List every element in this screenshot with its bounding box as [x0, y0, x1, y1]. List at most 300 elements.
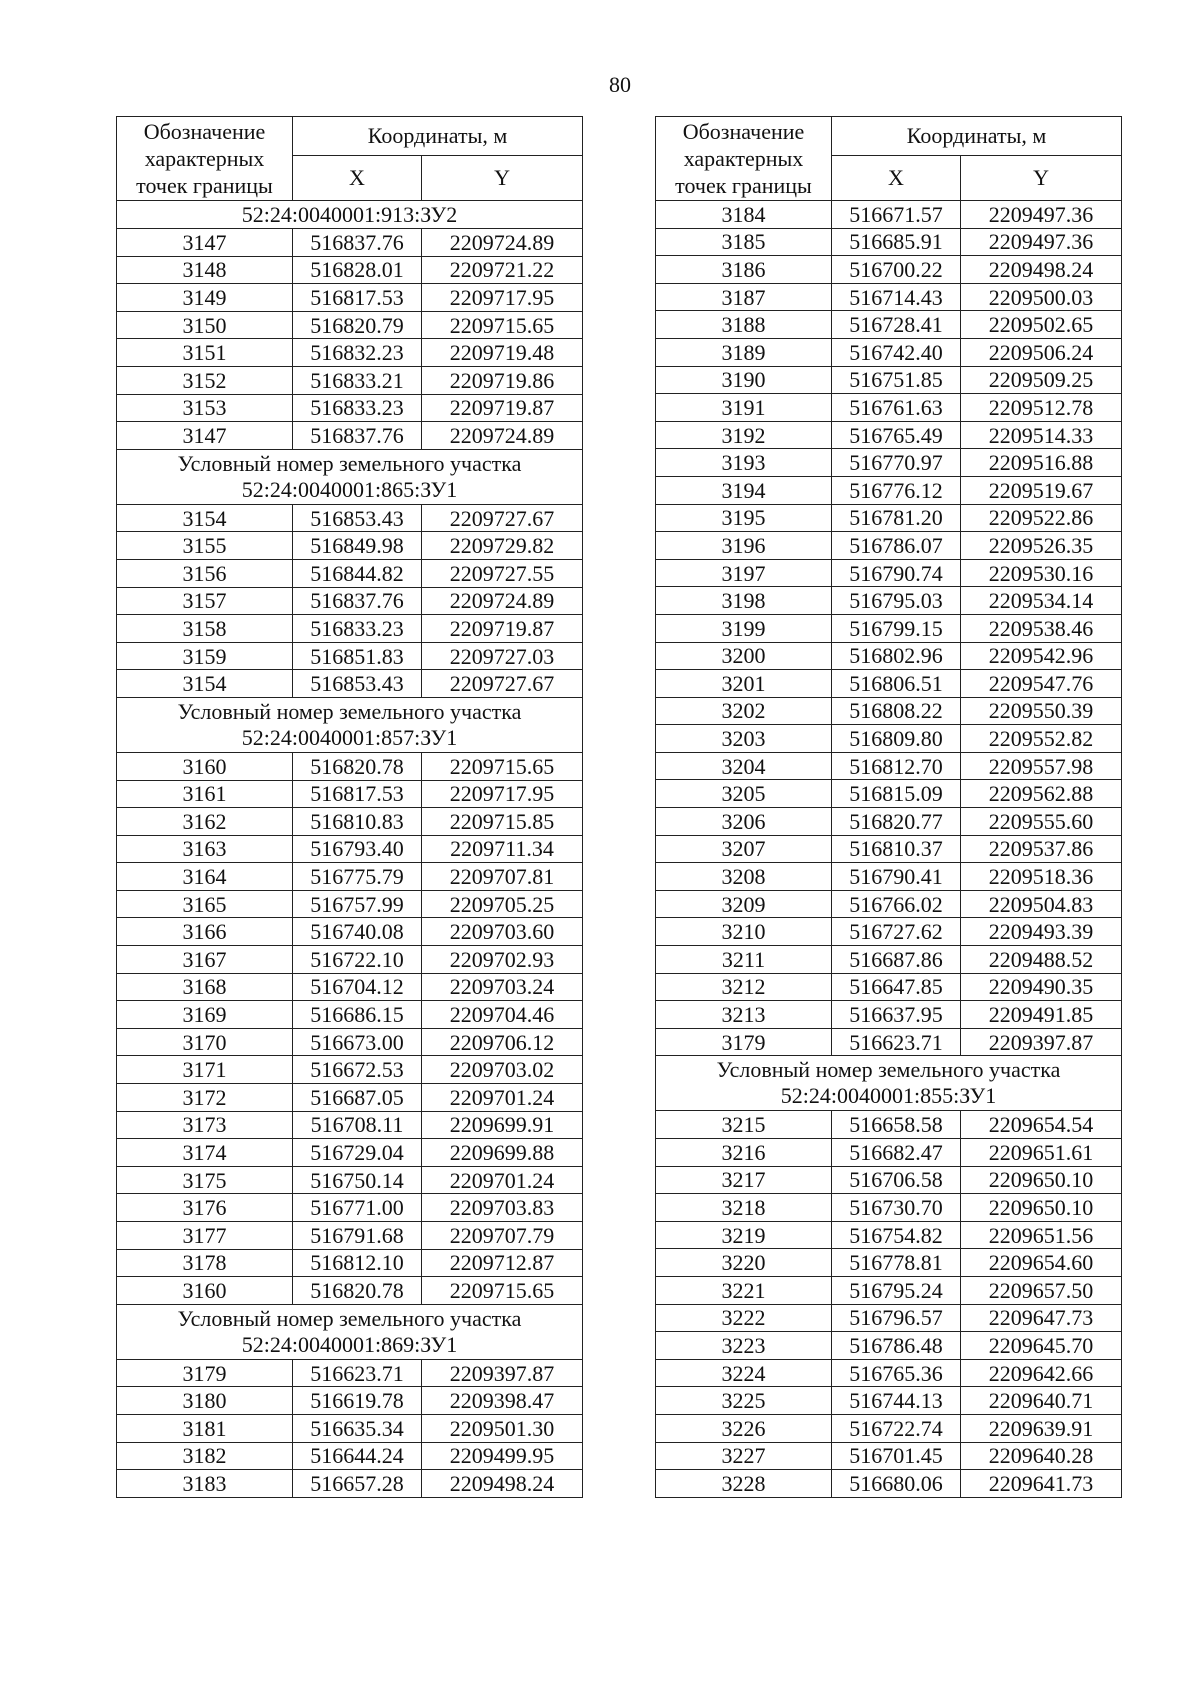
point-id-cell: 3178 [117, 1249, 293, 1277]
table-row [117, 1414, 583, 1442]
y-coordinate-cell: 2209701.24 [422, 1166, 583, 1194]
x-coordinate-cell: 516833.21 [293, 366, 422, 394]
point-id-cell: 3157 [117, 587, 293, 615]
y-coordinate-cell: 2209640.28 [961, 1442, 1122, 1470]
section-title-line: 52:24:0040001:865:ЗУ1 [241, 476, 458, 502]
table-row [656, 1166, 1122, 1194]
y-coordinate-cell: 2209650.10 [961, 1166, 1122, 1194]
x-coordinate-cell: 516853.43 [293, 504, 422, 532]
point-id-cell: 3184 [656, 201, 832, 229]
section-row [117, 201, 583, 229]
point-id-cell: 3179 [656, 1028, 832, 1056]
table-row [117, 366, 583, 394]
y-coordinate-cell: 2209397.87 [422, 1359, 583, 1387]
table-row [117, 1249, 583, 1277]
section-title-line: Условный номер земельного участка [716, 1057, 1061, 1083]
y-coordinate-cell: 2209717.95 [422, 780, 583, 808]
point-id-cell: 3187 [656, 283, 832, 311]
point-id-cell: 3180 [117, 1387, 293, 1415]
table-row [656, 973, 1122, 1001]
point-id-cell: 3177 [117, 1222, 293, 1250]
table-row [117, 256, 583, 284]
x-coordinate-cell: 516820.77 [832, 808, 961, 836]
table-row [117, 1359, 583, 1387]
point-id-cell: 3170 [117, 1028, 293, 1056]
y-coordinate-cell: 2209640.71 [961, 1387, 1122, 1415]
table-row [656, 1304, 1122, 1332]
table-row [656, 587, 1122, 615]
x-coordinate-cell: 516742.40 [832, 338, 961, 366]
x-coordinate-cell: 516619.78 [293, 1387, 422, 1415]
point-id-cell: 3227 [656, 1442, 832, 1470]
table-row [117, 890, 583, 918]
y-coordinate-cell: 2209727.03 [422, 642, 583, 670]
table-row [656, 201, 1122, 229]
point-id-cell: 3212 [656, 973, 832, 1001]
y-coordinate-cell: 2209650.10 [961, 1194, 1122, 1222]
y-coordinate-cell: 2209506.24 [961, 338, 1122, 366]
table-row [117, 504, 583, 532]
point-id-cell: 3224 [656, 1359, 832, 1387]
table-row [656, 394, 1122, 422]
point-id-cell: 3223 [656, 1332, 832, 1360]
table-row [117, 1139, 583, 1167]
x-coordinate-cell: 516853.43 [293, 670, 422, 698]
point-id-cell: 3191 [656, 394, 832, 422]
table-row [117, 1470, 583, 1498]
y-coordinate-cell: 2209562.88 [961, 780, 1122, 808]
table-row [117, 670, 583, 698]
point-id-cell: 3179 [117, 1359, 293, 1387]
y-coordinate-cell: 2209715.85 [422, 808, 583, 836]
point-id-cell: 3153 [117, 394, 293, 422]
point-id-cell: 3148 [117, 256, 293, 284]
y-coordinate-cell: 2209397.87 [961, 1028, 1122, 1056]
x-coordinate-cell: 516786.07 [832, 532, 961, 560]
x-coordinate-cell: 516851.83 [293, 642, 422, 670]
x-coordinate-cell: 516808.22 [832, 697, 961, 725]
y-coordinate-cell: 2209703.24 [422, 973, 583, 1001]
header-designation: Обозначение характерных точек границы [117, 117, 293, 201]
y-coordinate-cell: 2209534.14 [961, 587, 1122, 615]
point-id-cell: 3194 [656, 476, 832, 504]
point-id-cell: 3213 [656, 1001, 832, 1029]
y-coordinate-cell: 2209719.87 [422, 394, 583, 422]
table-row [656, 421, 1122, 449]
x-coordinate-cell: 516771.00 [293, 1194, 422, 1222]
point-id-cell: 3152 [117, 366, 293, 394]
x-coordinate-cell: 516740.08 [293, 918, 422, 946]
x-coordinate-cell: 516793.40 [293, 835, 422, 863]
y-coordinate-cell: 2209719.86 [422, 366, 583, 394]
x-coordinate-cell: 516727.62 [832, 918, 961, 946]
x-coordinate-cell: 516809.80 [832, 725, 961, 753]
point-id-cell: 3189 [656, 338, 832, 366]
x-coordinate-cell: 516778.81 [832, 1249, 961, 1277]
x-coordinate-cell: 516722.10 [293, 946, 422, 974]
table-row [656, 752, 1122, 780]
table-row [656, 1221, 1122, 1249]
y-coordinate-cell: 2209538.46 [961, 614, 1122, 642]
x-coordinate-cell: 516623.71 [832, 1028, 961, 1056]
coordinates-table-left [116, 116, 583, 1498]
x-coordinate-cell: 516644.24 [293, 1442, 422, 1470]
point-id-cell: 3216 [656, 1139, 832, 1167]
y-coordinate-cell: 2209501.30 [422, 1414, 583, 1442]
point-id-cell: 3173 [117, 1111, 293, 1139]
y-coordinate-cell: 2209512.78 [961, 394, 1122, 422]
point-id-cell: 3195 [656, 504, 832, 532]
table-row [117, 1084, 583, 1112]
point-id-cell: 3169 [117, 1001, 293, 1029]
point-id-cell: 3161 [117, 780, 293, 808]
table-row [117, 1001, 583, 1029]
y-coordinate-cell: 2209703.60 [422, 918, 583, 946]
table-row [117, 1166, 583, 1194]
x-coordinate-cell: 516806.51 [832, 670, 961, 698]
table-row [656, 1414, 1122, 1442]
point-id-cell: 3208 [656, 863, 832, 891]
table-row [656, 1001, 1122, 1029]
table-row [117, 311, 583, 339]
table-row [117, 918, 583, 946]
point-id-cell: 3186 [656, 256, 832, 284]
x-coordinate-cell: 516790.41 [832, 863, 961, 891]
point-id-cell: 3165 [117, 890, 293, 918]
table-row [656, 366, 1122, 394]
table-row [656, 1249, 1122, 1277]
table-row [656, 697, 1122, 725]
table-row [656, 1111, 1122, 1139]
point-id-cell: 3198 [656, 587, 832, 615]
y-coordinate-cell: 2209518.36 [961, 863, 1122, 891]
section-title [117, 697, 583, 752]
table-row [656, 311, 1122, 339]
x-coordinate-cell: 516791.68 [293, 1222, 422, 1250]
x-coordinate-cell: 516820.78 [293, 752, 422, 780]
table-row [656, 283, 1122, 311]
y-coordinate-cell: 2209500.03 [961, 283, 1122, 311]
y-coordinate-cell: 2209491.85 [961, 1001, 1122, 1029]
x-coordinate-cell: 516837.76 [293, 229, 422, 257]
point-id-cell: 3211 [656, 946, 832, 974]
table-row [117, 1222, 583, 1250]
point-id-cell: 3149 [117, 284, 293, 312]
table-row [117, 1111, 583, 1139]
y-coordinate-cell: 2209497.36 [961, 228, 1122, 256]
x-coordinate-cell: 516810.83 [293, 808, 422, 836]
x-coordinate-cell: 516781.20 [832, 504, 961, 532]
header-coordinates: Координаты, м [832, 117, 1122, 156]
x-coordinate-cell: 516754.82 [832, 1221, 961, 1249]
table-row [656, 1276, 1122, 1304]
x-coordinate-cell: 516849.98 [293, 532, 422, 560]
x-coordinate-cell: 516706.58 [832, 1166, 961, 1194]
x-coordinate-cell: 516730.70 [832, 1194, 961, 1222]
y-coordinate-cell: 2209398.47 [422, 1387, 583, 1415]
y-coordinate-cell: 2209493.39 [961, 918, 1122, 946]
y-coordinate-cell: 2209519.67 [961, 476, 1122, 504]
y-coordinate-cell: 2209707.81 [422, 863, 583, 891]
table-row [117, 394, 583, 422]
y-coordinate-cell: 2209499.95 [422, 1442, 583, 1470]
y-coordinate-cell: 2209657.50 [961, 1276, 1122, 1304]
section-title [117, 1304, 583, 1359]
y-coordinate-cell: 2209705.25 [422, 890, 583, 918]
y-coordinate-cell: 2209704.46 [422, 1001, 583, 1029]
table-row [117, 339, 583, 367]
point-id-cell: 3147 [117, 422, 293, 450]
x-coordinate-cell: 516751.85 [832, 366, 961, 394]
point-id-cell: 3154 [117, 504, 293, 532]
y-coordinate-cell: 2209715.65 [422, 752, 583, 780]
point-id-cell: 3225 [656, 1387, 832, 1415]
x-coordinate-cell: 516687.05 [293, 1084, 422, 1112]
x-coordinate-cell: 516765.36 [832, 1359, 961, 1387]
point-id-cell: 3226 [656, 1414, 832, 1442]
table-row [656, 642, 1122, 670]
x-coordinate-cell: 516786.48 [832, 1332, 961, 1360]
table-row [117, 1194, 583, 1222]
y-coordinate-cell: 2209715.65 [422, 1277, 583, 1305]
point-id-cell: 3163 [117, 835, 293, 863]
point-id-cell: 3190 [656, 366, 832, 394]
x-coordinate-cell: 516770.97 [832, 449, 961, 477]
point-id-cell: 3217 [656, 1166, 832, 1194]
point-id-cell: 3183 [117, 1470, 293, 1498]
y-coordinate-cell: 2209727.55 [422, 559, 583, 587]
y-coordinate-cell: 2209651.61 [961, 1139, 1122, 1167]
section-title-line: 52:24:0040001:869:ЗУ1 [241, 1331, 458, 1357]
y-coordinate-cell: 2209712.87 [422, 1249, 583, 1277]
y-coordinate-cell: 2209645.70 [961, 1332, 1122, 1360]
point-id-cell: 3221 [656, 1276, 832, 1304]
point-id-cell: 3156 [117, 559, 293, 587]
y-coordinate-cell: 2209719.48 [422, 339, 583, 367]
table-row [656, 918, 1122, 946]
y-coordinate-cell: 2209502.65 [961, 311, 1122, 339]
table-row [656, 338, 1122, 366]
header-designation: Обозначение характерных точек границы [656, 117, 832, 201]
table-row [656, 1359, 1122, 1387]
section-row [117, 697, 583, 752]
y-coordinate-cell: 2209516.88 [961, 449, 1122, 477]
x-coordinate-cell: 516729.04 [293, 1139, 422, 1167]
x-coordinate-cell: 516700.22 [832, 256, 961, 284]
x-coordinate-cell: 516685.91 [832, 228, 961, 256]
section-title [656, 1056, 1122, 1111]
point-id-cell: 3222 [656, 1304, 832, 1332]
x-coordinate-cell: 516790.74 [832, 559, 961, 587]
y-coordinate-cell: 2209724.89 [422, 229, 583, 257]
x-coordinate-cell: 516795.03 [832, 587, 961, 615]
y-coordinate-cell: 2209514.33 [961, 421, 1122, 449]
table-row [117, 863, 583, 891]
point-id-cell: 3192 [656, 421, 832, 449]
section-row [117, 1304, 583, 1359]
section-row [117, 449, 583, 504]
point-id-cell: 3176 [117, 1194, 293, 1222]
table-row [656, 890, 1122, 918]
header-y: Y [961, 156, 1122, 201]
point-id-cell: 3160 [117, 752, 293, 780]
y-coordinate-cell: 2209654.60 [961, 1249, 1122, 1277]
table-row [117, 284, 583, 312]
table-row [656, 559, 1122, 587]
table-row [117, 973, 583, 1001]
point-id-cell: 3193 [656, 449, 832, 477]
section-title-line: 52:24:0040001:913:ЗУ2 [241, 202, 458, 227]
x-coordinate-cell: 516761.63 [832, 394, 961, 422]
point-id-cell: 3175 [117, 1166, 293, 1194]
x-coordinate-cell: 516708.11 [293, 1111, 422, 1139]
x-coordinate-cell: 516828.01 [293, 256, 422, 284]
table-row [117, 1277, 583, 1305]
header-x: X [293, 156, 422, 201]
point-id-cell: 3199 [656, 614, 832, 642]
table-row [656, 670, 1122, 698]
x-coordinate-cell: 516657.28 [293, 1470, 422, 1498]
x-coordinate-cell: 516750.14 [293, 1166, 422, 1194]
x-coordinate-cell: 516647.85 [832, 973, 961, 1001]
point-id-cell: 3151 [117, 339, 293, 367]
point-id-cell: 3158 [117, 615, 293, 643]
x-coordinate-cell: 516714.43 [832, 283, 961, 311]
y-coordinate-cell: 2209522.86 [961, 504, 1122, 532]
y-coordinate-cell: 2209724.89 [422, 422, 583, 450]
y-coordinate-cell: 2209552.82 [961, 725, 1122, 753]
x-coordinate-cell: 516820.79 [293, 311, 422, 339]
point-id-cell: 3168 [117, 973, 293, 1001]
point-id-cell: 3196 [656, 532, 832, 560]
y-coordinate-cell: 2209727.67 [422, 670, 583, 698]
table-row [117, 946, 583, 974]
y-coordinate-cell: 2209550.39 [961, 697, 1122, 725]
x-coordinate-cell: 516833.23 [293, 394, 422, 422]
point-id-cell: 3219 [656, 1221, 832, 1249]
section-title-line: Условный номер земельного участка [177, 1305, 522, 1331]
x-coordinate-cell: 516744.13 [832, 1387, 961, 1415]
table-row [656, 1194, 1122, 1222]
point-id-cell: 3147 [117, 229, 293, 257]
y-coordinate-cell: 2209498.24 [961, 256, 1122, 284]
section-title-line: 52:24:0040001:857:ЗУ1 [241, 724, 458, 750]
y-coordinate-cell: 2209703.02 [422, 1056, 583, 1084]
x-coordinate-cell: 516673.00 [293, 1028, 422, 1056]
y-coordinate-cell: 2209699.88 [422, 1139, 583, 1167]
y-coordinate-cell: 2209639.91 [961, 1414, 1122, 1442]
x-coordinate-cell: 516796.57 [832, 1304, 961, 1332]
y-coordinate-cell: 2209497.36 [961, 201, 1122, 229]
y-coordinate-cell: 2209642.66 [961, 1359, 1122, 1387]
point-id-cell: 3174 [117, 1139, 293, 1167]
table-row [117, 1442, 583, 1470]
x-coordinate-cell: 516795.24 [832, 1276, 961, 1304]
table-row [656, 946, 1122, 974]
table-row [656, 1028, 1122, 1056]
section-title-line: 52:24:0040001:855:ЗУ1 [780, 1083, 997, 1109]
x-coordinate-cell: 516637.95 [832, 1001, 961, 1029]
x-coordinate-cell: 516817.53 [293, 284, 422, 312]
y-coordinate-cell: 2209715.65 [422, 311, 583, 339]
x-coordinate-cell: 516833.23 [293, 615, 422, 643]
y-coordinate-cell: 2209721.22 [422, 256, 583, 284]
point-id-cell: 3205 [656, 780, 832, 808]
y-coordinate-cell: 2209724.89 [422, 587, 583, 615]
point-id-cell: 3164 [117, 863, 293, 891]
table-row [656, 725, 1122, 753]
point-id-cell: 3181 [117, 1414, 293, 1442]
x-coordinate-cell: 516722.74 [832, 1414, 961, 1442]
point-id-cell: 3218 [656, 1194, 832, 1222]
table-row [656, 476, 1122, 504]
x-coordinate-cell: 516775.79 [293, 863, 422, 891]
point-id-cell: 3166 [117, 918, 293, 946]
y-coordinate-cell: 2209498.24 [422, 1470, 583, 1498]
x-coordinate-cell: 516812.10 [293, 1249, 422, 1277]
y-coordinate-cell: 2209727.67 [422, 504, 583, 532]
table-row [656, 504, 1122, 532]
x-coordinate-cell: 516837.76 [293, 422, 422, 450]
point-id-cell: 3201 [656, 670, 832, 698]
y-coordinate-cell: 2209706.12 [422, 1028, 583, 1056]
section-row [656, 1056, 1122, 1111]
x-coordinate-cell: 516799.15 [832, 614, 961, 642]
table-row [117, 229, 583, 257]
y-coordinate-cell: 2209717.95 [422, 284, 583, 312]
x-coordinate-cell: 516701.45 [832, 1442, 961, 1470]
x-coordinate-cell: 516837.76 [293, 587, 422, 615]
y-coordinate-cell: 2209699.91 [422, 1111, 583, 1139]
x-coordinate-cell: 516802.96 [832, 642, 961, 670]
x-coordinate-cell: 516757.99 [293, 890, 422, 918]
table-row [117, 615, 583, 643]
header-coordinates: Координаты, м [293, 117, 583, 156]
point-id-cell: 3150 [117, 311, 293, 339]
y-coordinate-cell: 2209509.25 [961, 366, 1122, 394]
table-row [656, 808, 1122, 836]
y-coordinate-cell: 2209701.24 [422, 1084, 583, 1112]
point-id-cell: 3188 [656, 311, 832, 339]
x-coordinate-cell: 516672.53 [293, 1056, 422, 1084]
point-id-cell: 3206 [656, 808, 832, 836]
table-row [656, 614, 1122, 642]
x-coordinate-cell: 516815.09 [832, 780, 961, 808]
table-row [656, 1332, 1122, 1360]
table-row [117, 532, 583, 560]
y-coordinate-cell: 2209542.96 [961, 642, 1122, 670]
x-coordinate-cell: 516812.70 [832, 752, 961, 780]
x-coordinate-cell: 516671.57 [832, 201, 961, 229]
table-row [117, 559, 583, 587]
point-id-cell: 3215 [656, 1111, 832, 1139]
y-coordinate-cell: 2209490.35 [961, 973, 1122, 1001]
table-row [117, 1028, 583, 1056]
point-id-cell: 3159 [117, 642, 293, 670]
point-id-cell: 3182 [117, 1442, 293, 1470]
point-id-cell: 3160 [117, 1277, 293, 1305]
page-number: 80 [609, 72, 631, 97]
point-id-cell: 3220 [656, 1249, 832, 1277]
point-id-cell: 3171 [117, 1056, 293, 1084]
table-row [656, 1139, 1122, 1167]
x-coordinate-cell: 516765.49 [832, 421, 961, 449]
point-id-cell: 3200 [656, 642, 832, 670]
point-id-cell: 3207 [656, 835, 832, 863]
x-coordinate-cell: 516682.47 [832, 1139, 961, 1167]
y-coordinate-cell: 2209707.79 [422, 1222, 583, 1250]
y-coordinate-cell: 2209557.98 [961, 752, 1122, 780]
